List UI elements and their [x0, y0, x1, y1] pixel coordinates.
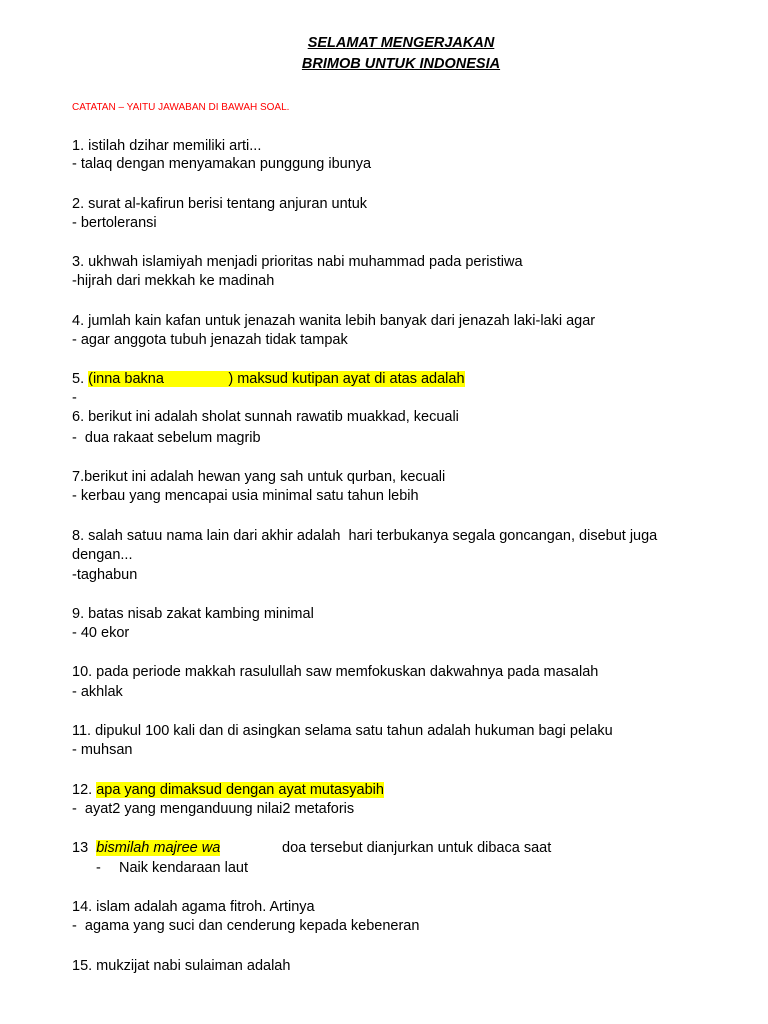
question-7: 7.berikut ini adalah hewan yang sah untuk qurban, kecuali [72, 469, 446, 485]
answer-5: - [72, 390, 77, 406]
answer-7: - kerbau yang mencapai usia minimal satu tahun lebih [72, 488, 419, 504]
answer-13-dash: - [96, 860, 101, 876]
question-3: 3. ukhwah islamiyah menjadi prioritas nabi muhammad pada peristiwa [72, 254, 523, 270]
answer-6: - dua rakaat sebelum magrib [72, 430, 261, 446]
answer-1: - talaq dengan menyamakan punggung ibunya [72, 156, 372, 172]
answer-4: - agar anggota tubuh jenazah tidak tampak [72, 332, 348, 348]
question-8-line1: 8. salah satuu nama lain dari akhir adalah hari terbukanya segala goncangan, disebut juga [72, 528, 658, 544]
question-12-highlight: apa yang dimaksud dengan ayat mutasyabih [96, 782, 384, 798]
question-1: 1. istilah dzihar memiliki arti... [72, 138, 262, 154]
document-title-line1: SELAMAT MENGERJAKAN [307, 35, 495, 51]
question-11: 11. dipukul 100 kali dan di asingkan selama satu tahun adalah hukuman bagi pelaku [72, 723, 613, 739]
question-5 [72, 370, 465, 388]
document-title-line2: BRIMOB UNTUK INDONESIA [301, 56, 501, 72]
question-2: 2. surat al-kafirun berisi tentang anjuran untuk [72, 196, 368, 212]
answer-13: Naik kendaraan laut [119, 860, 248, 876]
question-8-line2: dengan... [72, 547, 133, 563]
question-12 [72, 781, 384, 799]
answer-11: - muhsan [72, 742, 133, 758]
question-5-highlight: (inna bakna ) maksud kutipan ayat di atas adalah [88, 371, 465, 387]
question-4: 4. jumlah kain kafan untuk jenazah wanita lebih banyak dari jenazah laki-laki agar [72, 313, 596, 329]
question-5-number: 5. [72, 371, 89, 387]
question-6: 6. berikut ini adalah sholat sunnah rawatib muakkad, kecuali [72, 409, 459, 425]
question-13 [72, 839, 220, 857]
question-9: 9. batas nisab zakat kambing minimal [72, 606, 314, 622]
question-13-highlight: bismilah majree wa [96, 840, 221, 856]
answer-8: -taghabun [72, 567, 138, 583]
answer-12: - ayat2 yang menganduung nilai2 metaforis [72, 801, 355, 817]
note-text: CATATAN – YAITU JAWABAN DI BAWAH SOAL. [72, 102, 290, 113]
question-13-text: doa tersebut dianjurkan untuk dibaca saat [282, 840, 552, 856]
question-15: 15. mukzijat nabi sulaiman adalah [72, 958, 291, 974]
answer-9: - 40 ekor [72, 625, 130, 641]
question-12-number: 12. [72, 782, 97, 798]
answer-10: - akhlak [72, 684, 123, 700]
answer-3: -hijrah dari mekkah ke madinah [72, 273, 275, 289]
answer-2: - bertoleransi [72, 215, 157, 231]
question-10: 10. pada periode makkah rasulullah saw memfokuskan dakwahnya pada masalah [72, 664, 599, 680]
question-13-number: 13 [72, 840, 97, 856]
question-14: 14. islam adalah agama fitroh. Artinya [72, 899, 315, 915]
answer-14: - agama yang suci dan cenderung kepada kebeneran [72, 918, 420, 934]
